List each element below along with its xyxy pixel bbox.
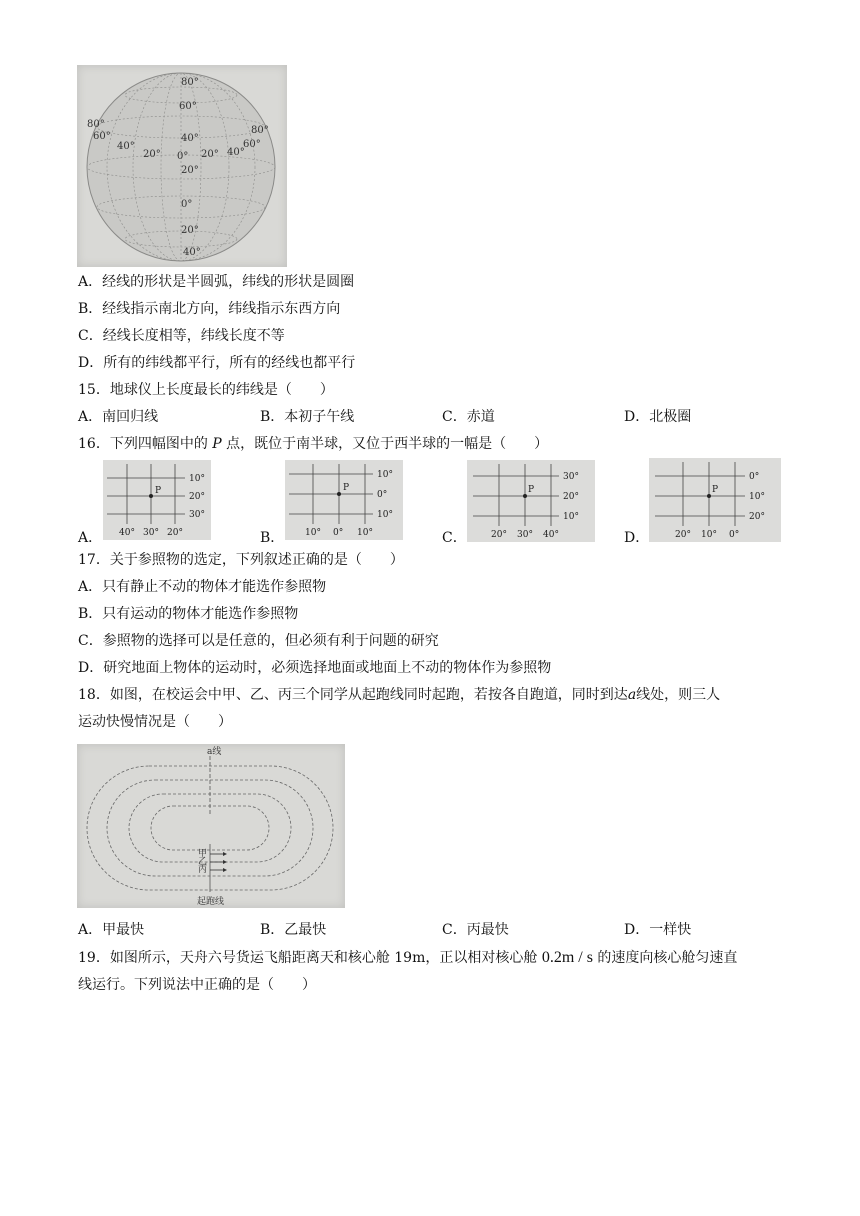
q14-option-c: C．经线长度相等，纬线长度不等 — [78, 328, 285, 344]
lon-label: 20° — [143, 149, 161, 160]
lat-tick: 0° — [749, 472, 760, 482]
a-line-label: a线 — [207, 747, 222, 757]
q16-stem-var: P — [212, 436, 222, 452]
lat-tick: 10° — [749, 492, 765, 502]
lon-tick: 20° — [167, 528, 183, 538]
lat-tick: 30° — [189, 510, 205, 520]
q19-line2: 线运行。下列说法中正确的是（ ） — [78, 977, 316, 993]
q17-stem: 17．关于参照物的选定，下列叙述正确的是（ ） — [78, 552, 404, 568]
lon-tick: 10° — [701, 530, 717, 540]
globe-drawing — [77, 65, 287, 267]
q15-option-d: D．北极圈 — [624, 409, 692, 425]
globe-figure — [77, 65, 287, 267]
lat-label: 20° — [181, 165, 199, 176]
q18-stem-prefix: 18．如图，在校运会中甲、乙、丙三个同学从起跑线同时起跑，若按各自跑道，同时到达 — [78, 687, 628, 703]
q14-option-b: B．经线指示南北方向，纬线指示东西方向 — [78, 301, 341, 317]
q16-letter-a: A． — [78, 530, 103, 546]
q16-stem-suffix: 点，既位于南半球，又位于西半球的一幅是（ ） — [226, 436, 549, 452]
q19-speed: 0.2m / s — [541, 949, 593, 966]
runner-label: 甲 — [198, 849, 208, 859]
lon-label: 80° — [251, 125, 269, 136]
lon-label: 80° — [87, 119, 105, 130]
q16-letter-b: B． — [260, 530, 285, 546]
lon-label: 60° — [93, 131, 111, 142]
q15-stem: 15．地球仪上长度最长的纬线是（ ） — [78, 382, 334, 398]
q16-map-c — [467, 460, 595, 542]
q18-stem-suffix: 线处，则三人 — [636, 687, 721, 703]
q18-option-b: B．乙最快 — [260, 922, 327, 938]
lon-label: 60° — [243, 139, 261, 150]
q17-option-c: C．参照物的选择可以是任意的，但必须有利于问题的研究 — [78, 633, 439, 649]
q15-option-c: C．赤道 — [442, 409, 495, 425]
q16-map-b — [285, 460, 403, 540]
lon-tick: 10° — [357, 528, 373, 538]
lat-label: 20° — [181, 225, 199, 236]
q17-option-d: D．研究地面上物体的运动时，必须选择地面或地面上不动的物体作为参照物 — [78, 660, 552, 676]
lon-tick: 30° — [143, 528, 159, 538]
start-line-label: 起跑线 — [197, 897, 225, 907]
q18-option-d: D．一样快 — [624, 922, 692, 938]
lat-tick: 20° — [563, 492, 579, 502]
lat-tick: 20° — [189, 492, 205, 502]
lon-tick: 40° — [119, 528, 135, 538]
runner-label: 丙 — [198, 865, 208, 875]
q16-map-d — [649, 458, 781, 542]
lat-label: 40° — [183, 247, 201, 258]
q16-map-a — [103, 460, 211, 540]
lat-label: 60° — [179, 101, 197, 112]
q19-suffix: 的速度向核心舱匀速直 — [597, 950, 738, 966]
lon-tick: 10° — [305, 528, 321, 538]
lon-tick: 0° — [729, 530, 740, 540]
lat-label: 80° — [181, 77, 199, 88]
q16-stem-prefix: 16．下列四幅图中的 — [78, 436, 208, 452]
lon-label: 40° — [117, 141, 135, 152]
lon-tick: 30° — [517, 530, 533, 540]
q15-option-b: B．本初子午线 — [260, 409, 355, 425]
q18-option-c: C．丙最快 — [442, 922, 509, 938]
lon-label: 20° — [201, 149, 219, 160]
lat-tick: 10° — [377, 470, 393, 480]
q18-option-a: A．甲最快 — [78, 922, 145, 938]
p-label: P — [712, 485, 719, 495]
lon-label: 40° — [227, 147, 245, 158]
lon-tick: 40° — [543, 530, 559, 540]
lon-label: 0° — [177, 151, 189, 162]
lat-label: 40° — [181, 133, 199, 144]
q18-stem-line1 — [78, 685, 720, 705]
lat-label: 0° — [181, 199, 193, 210]
q17-option-b: B．只有运动的物体才能选作参照物 — [78, 606, 299, 622]
runner-label: 乙 — [198, 857, 208, 867]
p-label: P — [343, 483, 350, 493]
lat-tick: 20° — [749, 512, 765, 522]
lat-tick: 10° — [189, 474, 205, 484]
lon-tick: 0° — [333, 528, 344, 538]
q17-option-a: A．只有静止不动的物体才能选作参照物 — [78, 579, 327, 595]
lat-tick: 30° — [563, 472, 579, 482]
q16-letter-d: D． — [624, 530, 650, 546]
q16-letter-c: C． — [442, 530, 467, 546]
q19-line1 — [78, 948, 737, 968]
q18-stem-var: a — [627, 687, 637, 703]
track-figure — [77, 744, 345, 908]
lat-tick: 10° — [563, 512, 579, 522]
lat-tick: 10° — [377, 510, 393, 520]
q18-stem-line2: 运动快慢情况是（ ） — [78, 714, 232, 730]
q19-prefix: 19．如图所示，天舟六号货运飞船距离天和核心舱 19m，正以相对核心舱 — [78, 950, 538, 966]
p-label: P — [155, 486, 162, 496]
q14-option-a: A．经线的形状是半圆弧，纬线的形状是圆圈 — [78, 274, 355, 290]
lat-tick: 0° — [377, 490, 388, 500]
lon-tick: 20° — [491, 530, 507, 540]
q15-option-a: A．南回归线 — [78, 409, 159, 425]
lon-tick: 20° — [675, 530, 691, 540]
q16-stem — [78, 434, 548, 454]
p-label: P — [528, 485, 535, 495]
q14-option-d: D．所有的纬线都平行，所有的经线也都平行 — [78, 355, 356, 371]
